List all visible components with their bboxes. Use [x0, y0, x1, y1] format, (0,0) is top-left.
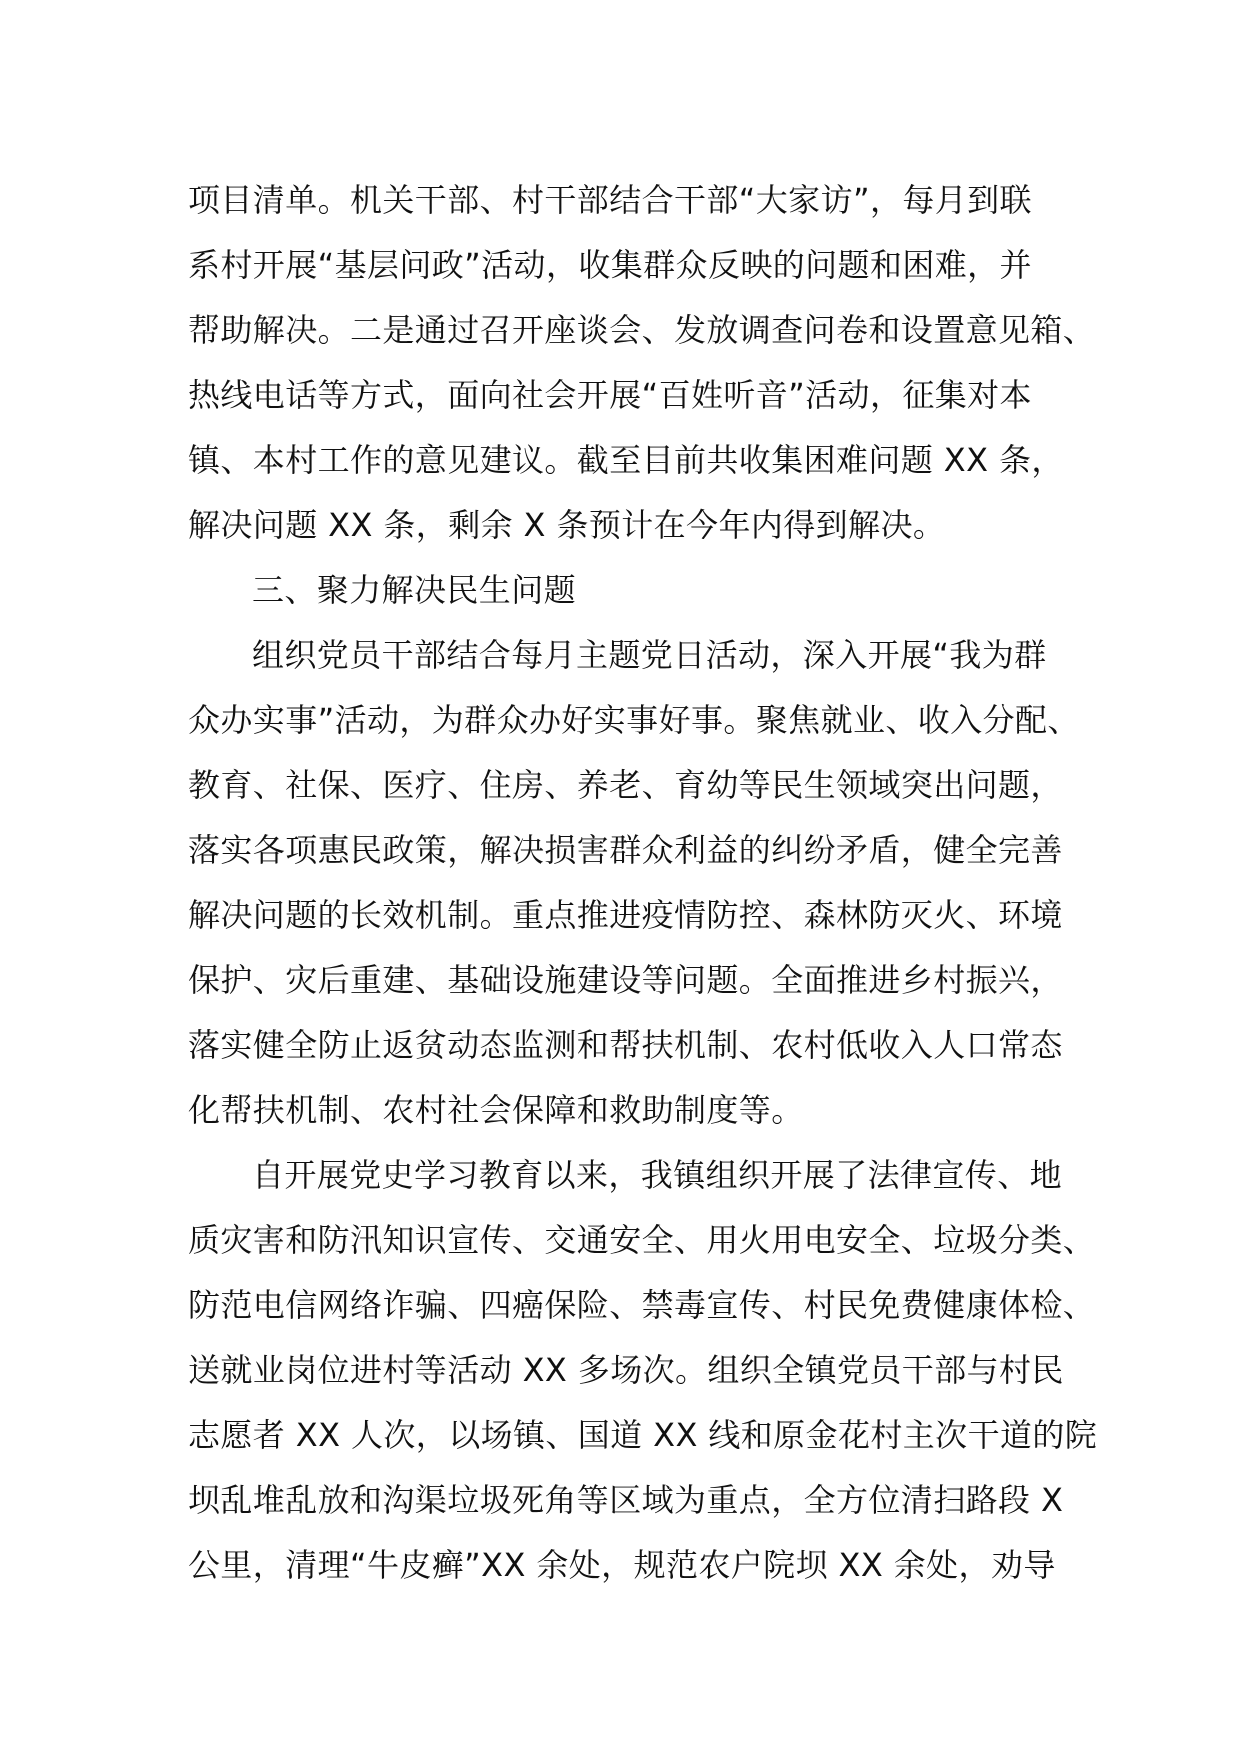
text-line: 教育、社保、医疗、住房、养老、育幼等民生领域突出问题，	[188, 766, 1063, 804]
section-heading	[188, 558, 1060, 623]
paragraph-livelihood	[188, 623, 1080, 1143]
text-line: 保护、灾后重建、基础设施建设等问题。全面推进乡村振兴，	[188, 961, 1063, 999]
text-line: 志愿者 XX 人次，以场镇、国道 XX 线和原金花村主次干道的院	[188, 1416, 1098, 1454]
text-line: 送就业岗位进村等活动 XX 多场次。组织全镇党员干部与村民	[188, 1351, 1064, 1389]
paragraph-activities	[188, 1143, 1098, 1598]
text-line: 帮助解决。二是通过召开座谈会、发放调查问卷和设置意见箱、	[188, 311, 1096, 349]
text-line: 组织党员干部结合每月主题党日活动，深入开展“我为群	[252, 636, 1047, 674]
text-line: 坝乱堆乱放和沟渠垃圾死角等区域为重点，全方位清扫路段 X	[188, 1481, 1064, 1519]
text-line: 解决问题 XX 条，剩余 X 条预计在今年内得到解决。	[188, 506, 946, 544]
text-line: 公里，清理“牛皮癣”XX 余处，规范农户院坝 XX 余处，劝导	[188, 1546, 1056, 1584]
text-line: 热线电话等方式，面向社会开展“百姓听音”活动，征集对本	[188, 376, 1032, 414]
text-line: 项目清单。机关干部、村干部结合干部“大家访”，每月到联	[188, 181, 1032, 219]
text-line: 镇、本村工作的意见建议。截至目前共收集困难问题 XX 条，	[188, 441, 1064, 479]
paragraph-continuation	[188, 168, 1096, 558]
document-body	[188, 168, 1098, 1598]
text-line: 防范电信网络诈骗、四癌保险、禁毒宣传、村民免费健康体检、	[188, 1286, 1096, 1324]
heading-line: 三、聚力解决民生问题	[252, 571, 577, 609]
text-line: 系村开展“基层问政”活动，收集群众反映的问题和困难，并	[188, 246, 1032, 284]
text-line: 自开展党史学习教育以来，我镇组织开展了法律宣传、地	[252, 1156, 1063, 1194]
text-line: 质灾害和防汛知识宣传、交通安全、用火用电安全、垃圾分类、	[188, 1221, 1096, 1259]
text-line: 众办实事”活动，为群众办好实事好事。聚焦就业、收入分配、	[188, 701, 1080, 739]
text-line: 解决问题的长效机制。重点推进疫情防控、森林防灭火、环境	[188, 896, 1063, 934]
text-line: 落实健全防止返贫动态监测和帮扶机制、农村低收入人口常态	[188, 1026, 1063, 1064]
text-line: 落实各项惠民政策，解决损害群众利益的纠纷矛盾，健全完善	[188, 831, 1063, 869]
text-line: 化帮扶机制、农村社会保障和救助制度等。	[188, 1091, 804, 1129]
